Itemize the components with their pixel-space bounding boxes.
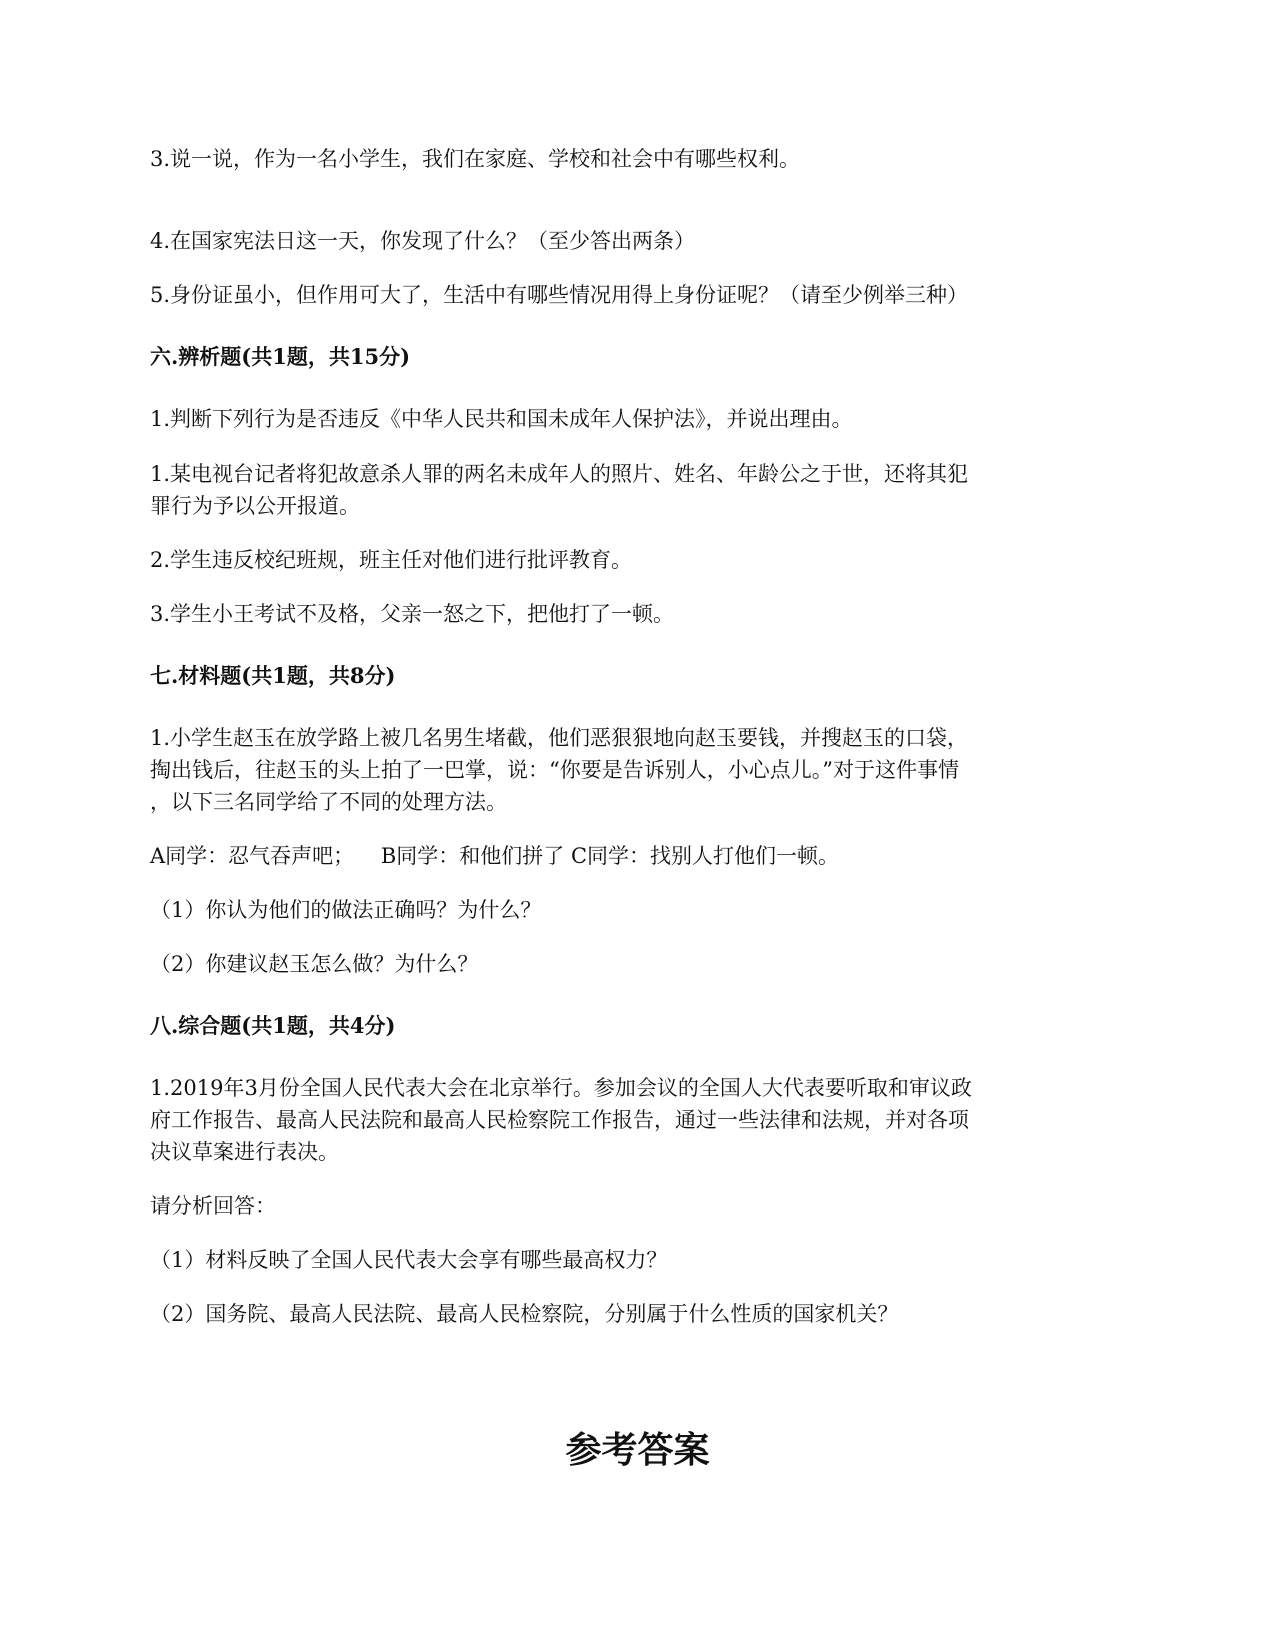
answers-title: 参考答案 [565, 1429, 710, 1471]
question-6-item-1-line-1: 1.某电视台记者将犯故意杀人罪的两名未成年人的照片、姓名、年龄公之于世，还将其犯 [150, 462, 969, 486]
question-6-item-3: 3.学生小王考试不及格，父亲一怒之下，把他打了一顿。 [150, 602, 675, 626]
question-7-sub-2: （2）你建议赵玉怎么做？为什么？ [150, 952, 479, 976]
question-7-sub-1: （1）你认为他们的做法正确吗？为什么？ [150, 898, 542, 922]
question-6-item-1-line-2: 罪行为予以公开报道。 [150, 494, 360, 518]
question-8-prompt: 请分析回答： [150, 1194, 276, 1218]
section-8-heading: 八.综合题(共1题，共4分) [150, 1013, 396, 1038]
question-6-item-2: 2.学生违反校纪班规，班主任对他们进行批评教育。 [150, 548, 633, 572]
question-8-sub-1: （1）材料反映了全国人民代表大会享有哪些最高权力？ [150, 1248, 668, 1272]
question-7-1-line-2: 掏出钱后，往赵玉的头上拍了一巴掌，说：“你要是告诉别人，小心点儿。”对于这件事情 [150, 758, 959, 782]
question-5-4: 4.在国家宪法日这一天，你发现了什么？（至少答出两条） [150, 229, 696, 253]
question-7-1-line-1: 1.小学生赵玉在放学路上被几名男生堵截，他们恶狠狠地向赵玉要钱，并搜赵玉的口袋， [150, 726, 969, 750]
question-5-5: 5.身份证虽小，但作用可大了，生活中有哪些情况用得上身份证呢？（请至少例举三种） [150, 283, 969, 307]
question-7-1-line-3: ，以下三名同学给了不同的处理方法。 [150, 790, 507, 814]
question-5-3: 3.说一说，作为一名小学生，我们在家庭、学校和社会中有哪些权利。 [150, 147, 801, 171]
question-7-options: A同学：忍气吞声吧； B同学：和他们拼了 C同学：找别人打他们一顿。 [150, 844, 840, 868]
section-6-heading: 六.辨析题(共1题，共15分) [150, 344, 411, 369]
question-8-1-line-1: 1.2019年3月份全国人民代表大会在北京举行。参加会议的全国人大代表要听取和审议政 [150, 1076, 972, 1100]
question-8-1-line-2: 府工作报告、最高人民法院和最高人民检察院工作报告，通过一些法律和法规，并对各项 [150, 1108, 969, 1132]
question-8-1-line-3: 决议草案进行表决。 [150, 1140, 339, 1164]
question-8-sub-2: （2）国务院、最高人民法院、最高人民检察院，分别属于什么性质的国家机关？ [150, 1302, 899, 1326]
section-7-heading: 七.材料题(共1题，共8分) [150, 663, 396, 688]
question-6-1: 1.判断下列行为是否违反《中华人民共和国未成年人保护法》，并说出理由。 [150, 407, 853, 431]
